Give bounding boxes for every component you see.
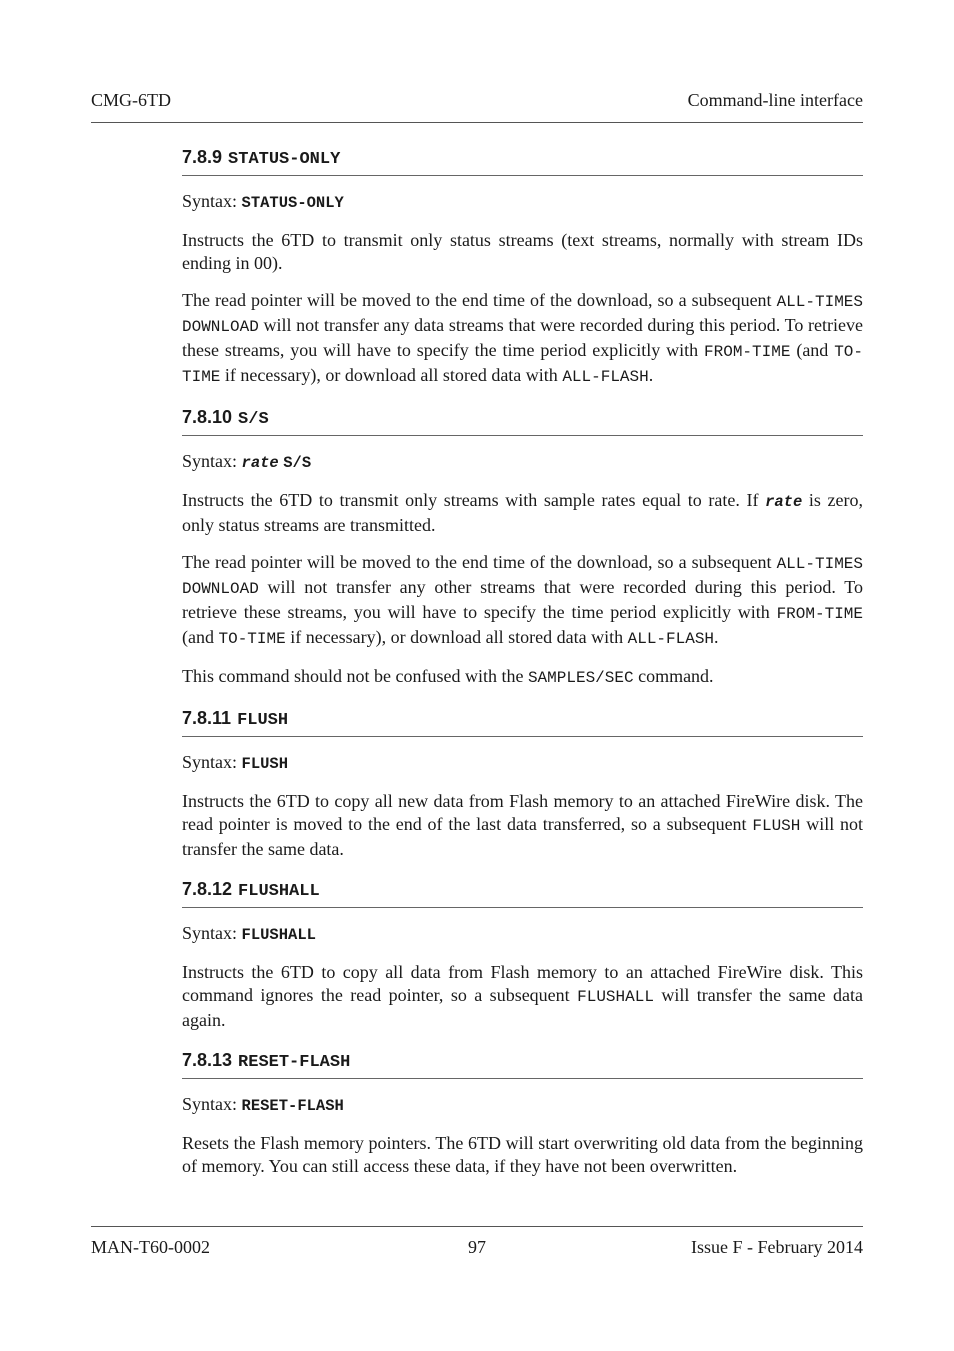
section-reset-flash (182, 1048, 863, 1178)
section-heading (182, 145, 863, 176)
section-heading (182, 877, 863, 908)
paragraph: Instructs the 6TD to transmit only status streams (text streams, normally with stream IDs ending in 00). (182, 230, 863, 273)
syntax-label: Syntax: (182, 1094, 238, 1114)
header-doc-title: CMG-6TD (91, 90, 171, 110)
page-footer (91, 1237, 863, 1261)
inline-code: TO-TIME (218, 630, 286, 648)
syntax-command: RESET-FLASH (241, 1097, 344, 1115)
inline-code: ALL-TIMES DOWNLOAD (182, 555, 863, 598)
section-command: RESET-FLASH (238, 1053, 351, 1072)
inline-code: TO-TIME (182, 343, 864, 386)
header-rule (91, 122, 863, 123)
syntax-label: Syntax: (182, 191, 238, 211)
inline-code: FROM-TIME (704, 343, 791, 361)
paragraph: Instructs the 6TD to transmit only streams with sample rates equal to rate. If rate is zero, only status streams are transmitted. (182, 490, 864, 535)
header-chapter-title: Command-line interface (687, 90, 863, 110)
page-number: 97 (468, 1237, 486, 1257)
syntax-line (182, 922, 863, 947)
paragraph: Instructs the 6TD to copy all data from Flash memory to an attached FireWire disk. This command ignores the read pointer, so a subsequent FLUSHALL will transfer the same data again. (182, 962, 863, 1030)
section-command: FLUSHALL (238, 882, 320, 901)
footer-issue: Issue F - February 2014 (691, 1237, 863, 1257)
inline-argument: rate (765, 493, 803, 511)
syntax-label: Syntax: (182, 752, 238, 772)
page-content (182, 145, 863, 1194)
section-s-s (182, 405, 863, 690)
section-command: S/S (238, 410, 269, 429)
section-command: STATUS-ONLY (228, 150, 341, 169)
section-heading (182, 1048, 863, 1079)
syntax-command: STATUS-ONLY (241, 194, 344, 212)
section-flush (182, 706, 863, 861)
section-number: 7.8.11 (182, 708, 232, 728)
syntax-argument: rate (241, 454, 279, 472)
paragraph: This command should not be confused with the SAMPLES/SEC command. (182, 666, 714, 687)
syntax-label: Syntax: (182, 923, 238, 943)
syntax-command: FLUSHALL (241, 926, 316, 944)
section-number: 7.8.10 (182, 407, 233, 427)
syntax-line (182, 450, 863, 475)
page-header (91, 90, 863, 112)
section-flushall (182, 877, 863, 1032)
inline-code: ALL-FLASH (562, 368, 649, 386)
footer-doc-number: MAN-T60-0002 (91, 1237, 210, 1257)
inline-code: FLUSHALL (577, 988, 654, 1006)
paragraph: Instructs the 6TD to copy all new data from Flash memory to an attached FireWire disk. The read pointer is moved to the end of the last data transferred, so a subsequent FLUSH will not transfer the same data. (182, 791, 863, 859)
inline-code: ALL-FLASH (627, 630, 715, 648)
paragraph: The read pointer will be moved to the end time of the download, so a subsequent ALL-TIMES DOWNLOAD will not transfer any data streams that were recorded during this period. To retrieve these streams, you will have to specify the time period explicitly with FROM-TIME (and TO-TIME if necessary), or download all stored data with ALL-FLASH. (182, 290, 864, 386)
syntax-command: S/S (283, 454, 312, 472)
section-number: 7.8.12 (182, 879, 233, 899)
syntax-line (182, 190, 863, 215)
section-command: FLUSH (237, 711, 289, 730)
section-heading (182, 706, 863, 737)
paragraph: Resets the Flash memory pointers. The 6TD will start overwriting old data from the beginning of memory. You can still access these data, if they have not been overwritten. (182, 1133, 863, 1176)
inline-code: ALL-TIMES DOWNLOAD (182, 293, 863, 336)
inline-code: SAMPLES/SEC (527, 669, 634, 687)
section-status-only (182, 145, 863, 389)
footer-rule (91, 1226, 863, 1227)
paragraph: The read pointer will be moved to the end time of the download, so a subsequent ALL-TIMES DOWNLOAD will not transfer any other streams that were recorded during this period. To retrieve these streams, you will have to specify the time period explicitly with FROM-TIME (and TO-TIME if necessary), or download all stored data with ALL-FLASH. (182, 552, 863, 648)
syntax-label: Syntax: (182, 451, 238, 471)
section-heading (182, 405, 863, 436)
inline-code: FROM-TIME (776, 605, 863, 623)
syntax-command: FLUSH (241, 755, 289, 773)
syntax-line (182, 1093, 863, 1118)
section-number: 7.8.9 (182, 147, 223, 167)
section-number: 7.8.13 (182, 1050, 233, 1070)
inline-code: FLUSH (752, 817, 801, 835)
syntax-line (182, 751, 863, 776)
